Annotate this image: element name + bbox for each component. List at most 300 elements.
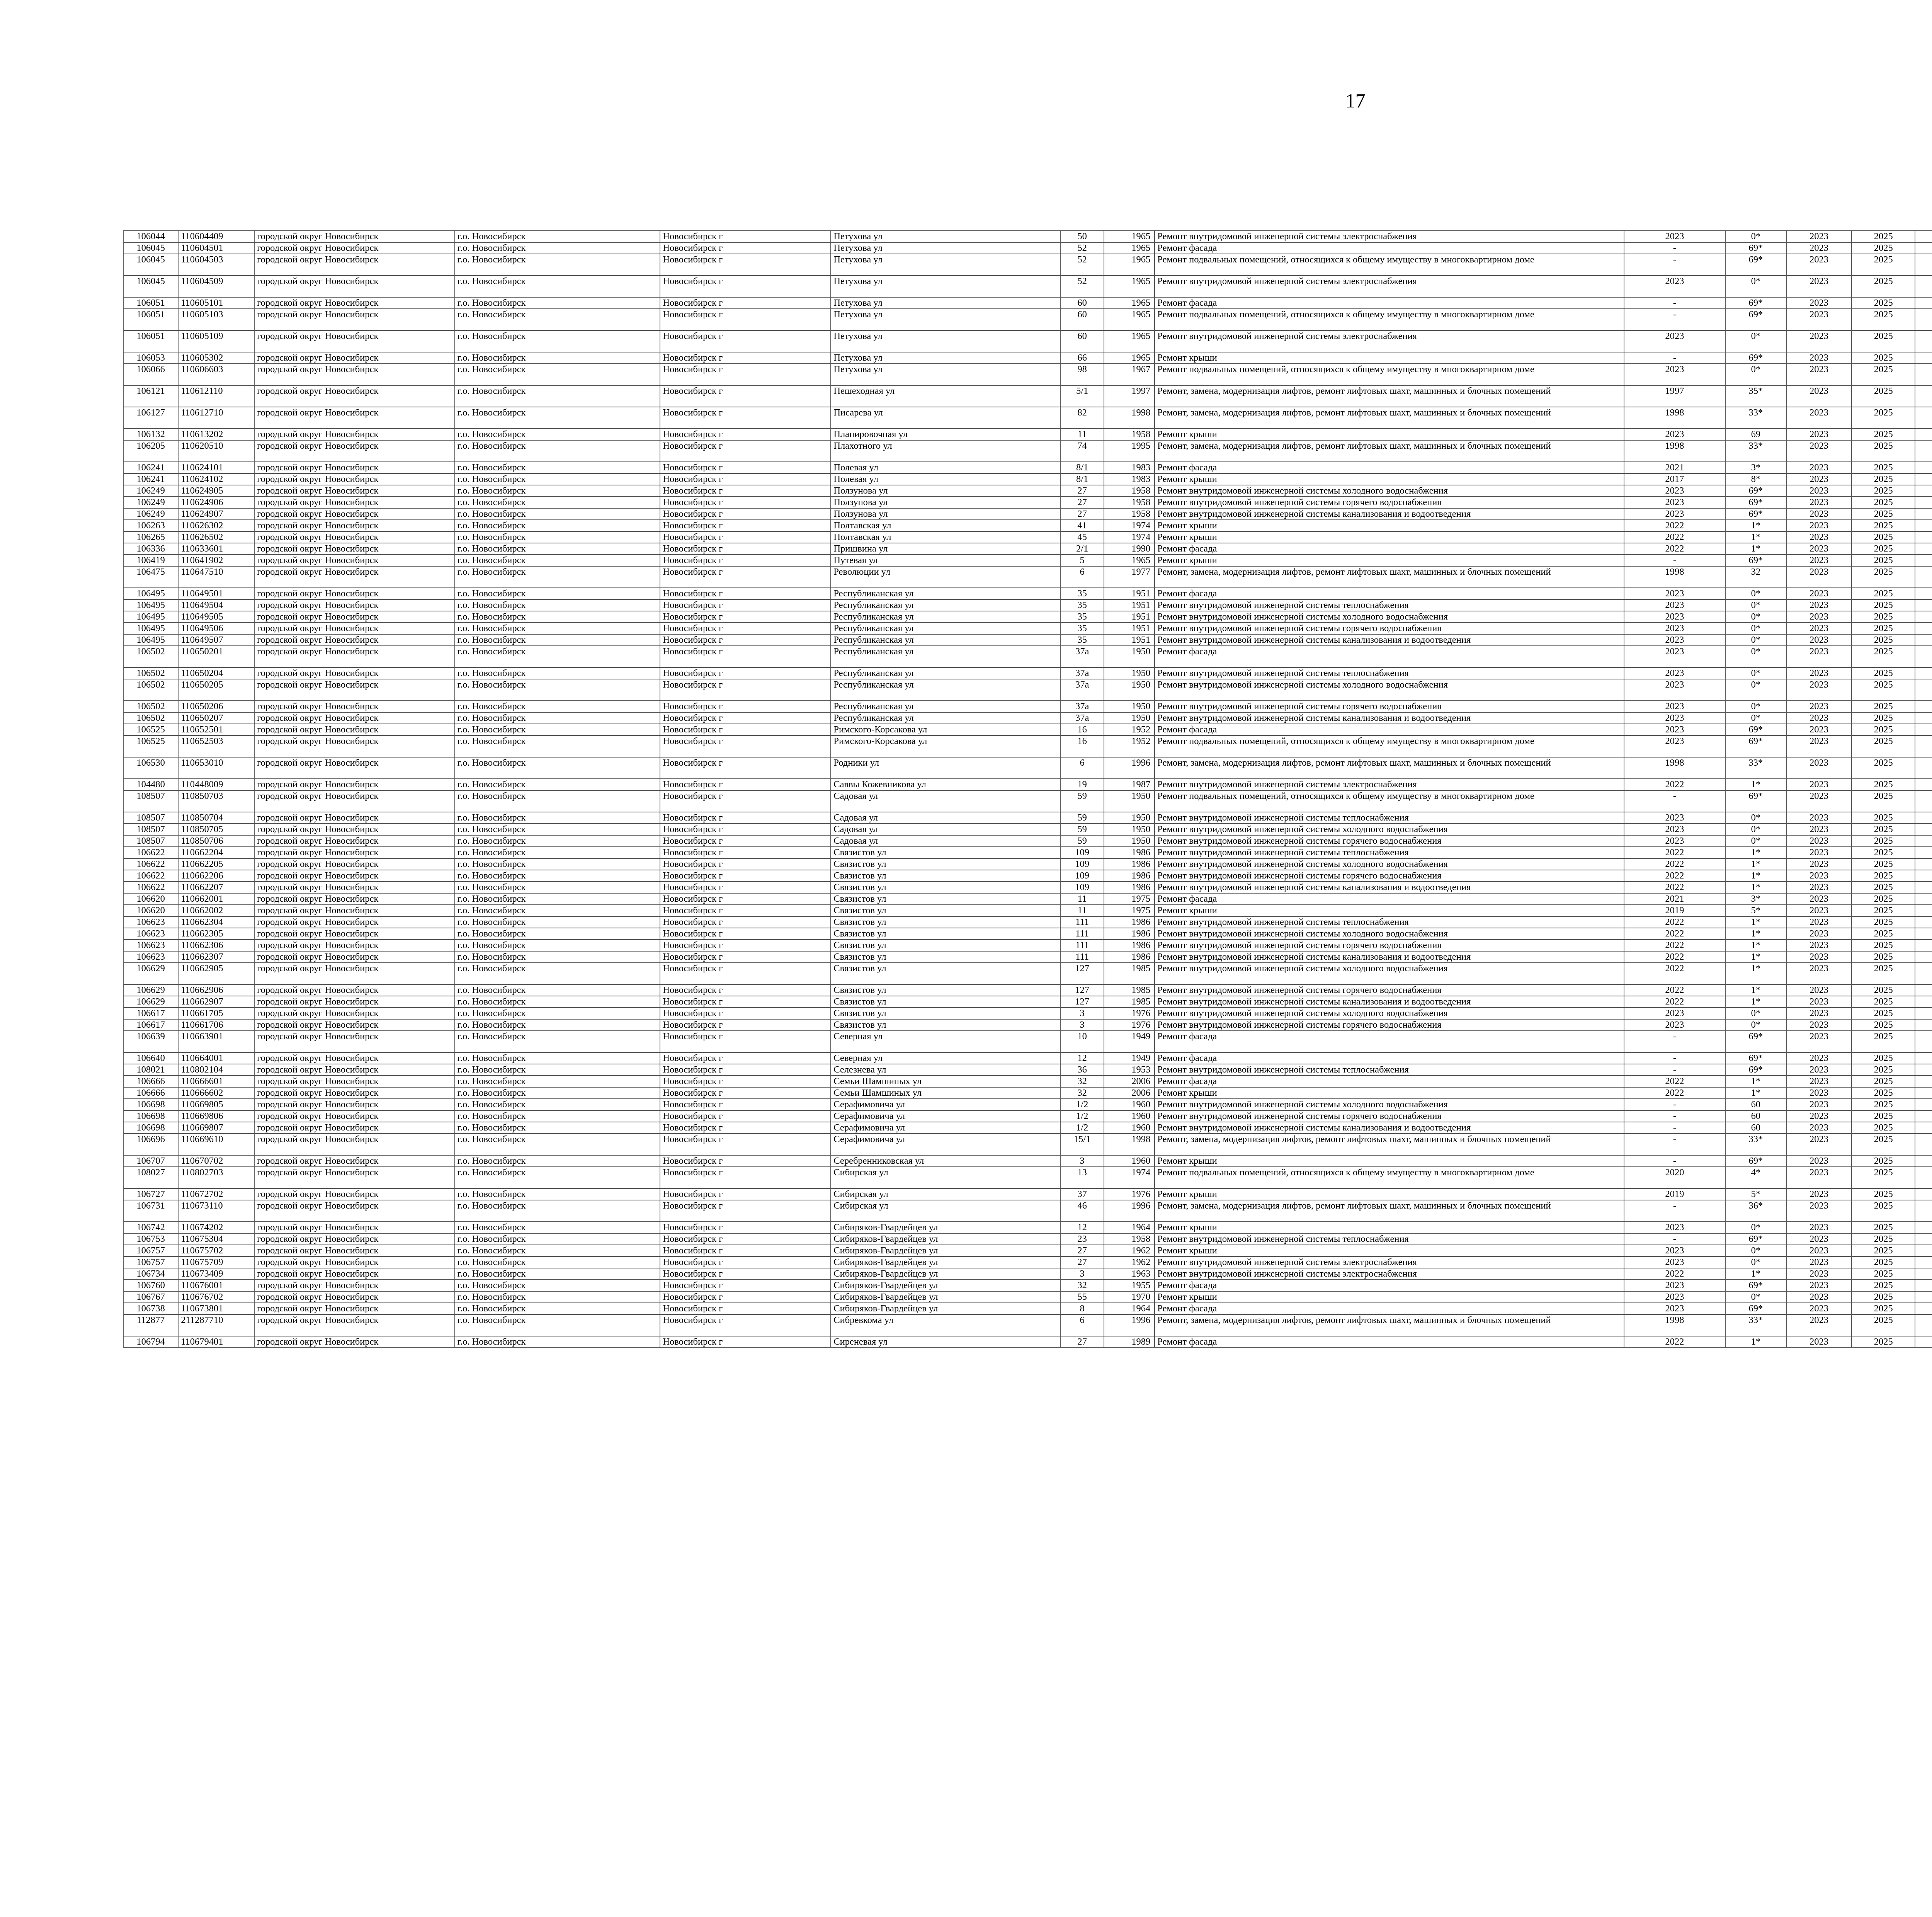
work-code: 110802703	[178, 1167, 254, 1188]
end-year: 2025	[1852, 858, 1915, 870]
record-id: 106623	[123, 916, 178, 928]
street-name: Связистов ул	[831, 858, 1060, 870]
city-name: Новосибирск г	[660, 824, 831, 835]
work-type: Ремонт внутридомовой инженерной системы теплоснабжения	[1155, 916, 1624, 928]
total-cost	[1915, 462, 1932, 473]
total-cost	[1915, 757, 1932, 779]
house-number: 109	[1060, 858, 1104, 870]
district-name: городской округ Новосибирск	[254, 757, 455, 779]
table-row	[123, 847, 1932, 858]
municipality-name: г.о. Новосибирск	[455, 429, 660, 440]
end-year: 2025	[1852, 1256, 1915, 1268]
table-row	[123, 508, 1932, 520]
municipality-name: г.о. Новосибирск	[455, 309, 660, 330]
total-cost	[1915, 1134, 1932, 1155]
work-code: 110674202	[178, 1222, 254, 1233]
district-name: городской округ Новосибирск	[254, 407, 455, 429]
work-type: Ремонт внутридомовой инженерной системы электроснабжения	[1155, 276, 1624, 297]
table-row	[123, 1233, 1932, 1245]
district-name: городской округ Новосибирск	[254, 429, 455, 440]
district-name: городской округ Новосибирск	[254, 508, 455, 520]
work-type: Ремонт подвальных помещений, относящихся к общему имуществу в многоквартирном доме	[1155, 364, 1624, 385]
house-number: 98	[1060, 364, 1104, 385]
start-year: 2023	[1786, 1314, 1852, 1336]
work-code: 110606603	[178, 364, 254, 385]
municipality-name: г.о. Новосибирск	[455, 757, 660, 779]
previous-repair-year: 2022	[1624, 543, 1726, 555]
build-year: 1976	[1104, 1019, 1155, 1031]
previous-repair-year: 2023	[1624, 646, 1726, 667]
municipality-name: г.о. Новосибирск	[455, 847, 660, 858]
wear-percent: 0*	[1725, 231, 1786, 242]
wear-percent: 69*	[1725, 555, 1786, 566]
start-year: 2023	[1786, 385, 1852, 407]
street-name: Сибирская ул	[831, 1188, 1060, 1200]
previous-repair-year: 2022	[1624, 1076, 1726, 1087]
table-row	[123, 1167, 1932, 1188]
municipality-name: г.о. Новосибирск	[455, 928, 660, 940]
work-type: Ремонт внутридомовой инженерной системы теплоснабжения	[1155, 1233, 1624, 1245]
table-row	[123, 893, 1932, 905]
wear-percent: 1*	[1725, 996, 1786, 1008]
street-name: Революции ул	[831, 566, 1060, 588]
city-name: Новосибирск г	[660, 1167, 831, 1188]
total-cost	[1915, 790, 1932, 812]
work-code: 110626502	[178, 531, 254, 543]
build-year: 1965	[1104, 352, 1155, 364]
previous-repair-year: 2023	[1624, 701, 1726, 712]
city-name: Новосибирск г	[660, 440, 831, 462]
table-row	[123, 385, 1932, 407]
municipality-name: г.о. Новосибирск	[455, 824, 660, 835]
total-cost	[1915, 364, 1932, 385]
district-name: городской округ Новосибирск	[254, 385, 455, 407]
total-cost	[1915, 1099, 1932, 1110]
start-year: 2023	[1786, 508, 1852, 520]
district-name: городской округ Новосибирск	[254, 634, 455, 646]
city-name: Новосибирск г	[660, 1303, 831, 1314]
end-year: 2025	[1852, 611, 1915, 623]
build-year: 1987	[1104, 779, 1155, 790]
build-year: 1983	[1104, 473, 1155, 485]
city-name: Новосибирск г	[660, 951, 831, 963]
wear-percent: 1*	[1725, 858, 1786, 870]
city-name: Новосибирск г	[660, 646, 831, 667]
street-name: Ползунова ул	[831, 508, 1060, 520]
end-year: 2025	[1852, 1052, 1915, 1064]
table-row	[123, 1099, 1932, 1110]
previous-repair-year: 2022	[1624, 858, 1726, 870]
total-cost	[1915, 385, 1932, 407]
work-type: Ремонт внутридомовой инженерной системы теплоснабжения	[1155, 812, 1624, 824]
work-code: 110650207	[178, 712, 254, 724]
record-id: 112877	[123, 1314, 178, 1336]
build-year: 1950	[1104, 790, 1155, 812]
build-year: 1965	[1104, 297, 1155, 309]
record-id: 106530	[123, 757, 178, 779]
start-year: 2023	[1786, 1031, 1852, 1052]
end-year: 2025	[1852, 905, 1915, 916]
city-name: Новосибирск г	[660, 1233, 831, 1245]
municipality-name: г.о. Новосибирск	[455, 835, 660, 847]
build-year: 1964	[1104, 1303, 1155, 1314]
house-number: 8/1	[1060, 473, 1104, 485]
start-year: 2023	[1786, 1291, 1852, 1303]
work-code: 110448009	[178, 779, 254, 790]
house-number: 35	[1060, 634, 1104, 646]
work-code: 110850705	[178, 824, 254, 835]
city-name: Новосибирск г	[660, 473, 831, 485]
municipality-name: г.о. Новосибирск	[455, 520, 660, 531]
work-code: 110662905	[178, 963, 254, 984]
total-cost	[1915, 543, 1932, 555]
work-code: 110662204	[178, 847, 254, 858]
work-code: 110662205	[178, 858, 254, 870]
build-year: 1951	[1104, 623, 1155, 634]
table-row	[123, 1336, 1932, 1348]
build-year: 1996	[1104, 1314, 1155, 1336]
house-number: 15/1	[1060, 1134, 1104, 1155]
district-name: городской округ Новосибирск	[254, 364, 455, 385]
start-year: 2023	[1786, 951, 1852, 963]
end-year: 2025	[1852, 835, 1915, 847]
build-year: 1949	[1104, 1052, 1155, 1064]
total-cost	[1915, 667, 1932, 679]
street-name: Ползунова ул	[831, 485, 1060, 497]
street-name: Ползунова ул	[831, 497, 1060, 508]
build-year: 1950	[1104, 812, 1155, 824]
wear-percent: 0*	[1725, 1222, 1786, 1233]
record-id: 106767	[123, 1291, 178, 1303]
start-year: 2023	[1786, 1222, 1852, 1233]
start-year: 2023	[1786, 646, 1852, 667]
start-year: 2023	[1786, 790, 1852, 812]
work-code: 110675304	[178, 1233, 254, 1245]
start-year: 2023	[1786, 1110, 1852, 1122]
city-name: Новосибирск г	[660, 623, 831, 634]
district-name: городской округ Новосибирск	[254, 1087, 455, 1099]
end-year: 2025	[1852, 462, 1915, 473]
page-number: 17	[1345, 90, 1366, 112]
work-type: Ремонт внутридомовой инженерной системы холодного водоснабжения	[1155, 1099, 1624, 1110]
start-year: 2023	[1786, 330, 1852, 352]
table-row	[123, 309, 1932, 330]
municipality-name: г.о. Новосибирск	[455, 555, 660, 566]
street-name: Петухова ул	[831, 231, 1060, 242]
work-type: Ремонт внутридомовой инженерной системы канализования и водоотведения	[1155, 1122, 1624, 1134]
street-name: Полевая ул	[831, 473, 1060, 485]
end-year: 2025	[1852, 1188, 1915, 1200]
start-year: 2023	[1786, 623, 1852, 634]
end-year: 2025	[1852, 1087, 1915, 1099]
work-code: 110612710	[178, 407, 254, 429]
house-number: 27	[1060, 497, 1104, 508]
city-name: Новосибирск г	[660, 429, 831, 440]
work-type: Ремонт внутридомовой инженерной системы теплоснабжения	[1155, 847, 1624, 858]
district-name: городской округ Новосибирск	[254, 1268, 455, 1280]
work-type: Ремонт, замена, модернизация лифтов, ремонт лифтовых шахт, машинных и блочных помещений	[1155, 1134, 1624, 1155]
end-year: 2025	[1852, 543, 1915, 555]
previous-repair-year: 2023	[1624, 824, 1726, 835]
municipality-name: г.о. Новосибирск	[455, 1280, 660, 1291]
house-number: 23	[1060, 1233, 1104, 1245]
municipality-name: г.о. Новосибирск	[455, 543, 660, 555]
district-name: городской округ Новосибирск	[254, 858, 455, 870]
build-year: 1967	[1104, 364, 1155, 385]
city-name: Новосибирск г	[660, 735, 831, 757]
street-name: Сибиряков-Гвардейцев ул	[831, 1256, 1060, 1268]
table-row	[123, 242, 1932, 254]
build-year: 1962	[1104, 1245, 1155, 1256]
start-year: 2023	[1786, 231, 1852, 242]
total-cost	[1915, 996, 1932, 1008]
table-row	[123, 916, 1932, 928]
work-code: 110672702	[178, 1188, 254, 1200]
city-name: Новосибирск г	[660, 1336, 831, 1348]
end-year: 2025	[1852, 520, 1915, 531]
street-name: Сибиряков-Гвардейцев ул	[831, 1233, 1060, 1245]
previous-repair-year: -	[1624, 1155, 1726, 1167]
previous-repair-year: 2022	[1624, 940, 1726, 951]
district-name: городской округ Новосибирск	[254, 646, 455, 667]
end-year: 2025	[1852, 588, 1915, 599]
house-number: 27	[1060, 508, 1104, 520]
city-name: Новосибирск г	[660, 1245, 831, 1256]
city-name: Новосибирск г	[660, 1122, 831, 1134]
record-id: 106666	[123, 1076, 178, 1087]
end-year: 2025	[1852, 870, 1915, 882]
build-year: 1975	[1104, 905, 1155, 916]
house-number: 1/2	[1060, 1110, 1104, 1122]
table-row	[123, 1122, 1932, 1134]
district-name: городской округ Новосибирск	[254, 916, 455, 928]
city-name: Новосибирск г	[660, 1291, 831, 1303]
record-id: 106495	[123, 634, 178, 646]
wear-percent: 69*	[1725, 735, 1786, 757]
street-name: Сибиряков-Гвардейцев ул	[831, 1280, 1060, 1291]
start-year: 2023	[1786, 1099, 1852, 1110]
start-year: 2023	[1786, 928, 1852, 940]
street-name: Петухова ул	[831, 364, 1060, 385]
street-name: Республиканская ул	[831, 623, 1060, 634]
previous-repair-year: 2023	[1624, 588, 1726, 599]
district-name: городской округ Новосибирск	[254, 701, 455, 712]
work-type: Ремонт внутридомовой инженерной системы холодного водоснабжения	[1155, 485, 1624, 497]
table-row	[123, 905, 1932, 916]
wear-percent: 33*	[1725, 407, 1786, 429]
street-name: Семьи Шамшиных ул	[831, 1076, 1060, 1087]
start-year: 2023	[1786, 984, 1852, 996]
wear-percent: 0*	[1725, 1008, 1786, 1019]
previous-repair-year: 2023	[1624, 1019, 1726, 1031]
previous-repair-year: 2022	[1624, 520, 1726, 531]
work-code: 110662001	[178, 893, 254, 905]
house-number: 19	[1060, 779, 1104, 790]
record-id: 106525	[123, 735, 178, 757]
house-number: 74	[1060, 440, 1104, 462]
work-type: Ремонт внутридомовой инженерной системы электроснабжения	[1155, 231, 1624, 242]
table-row	[123, 701, 1932, 712]
municipality-name: г.о. Новосибирск	[455, 407, 660, 429]
total-cost	[1915, 1314, 1932, 1336]
end-year: 2025	[1852, 996, 1915, 1008]
district-name: городской округ Новосибирск	[254, 779, 455, 790]
previous-repair-year: 2023	[1624, 276, 1726, 297]
street-name: Связистов ул	[831, 847, 1060, 858]
city-name: Новосибирск г	[660, 1188, 831, 1200]
wear-percent: 36*	[1725, 1200, 1786, 1222]
total-cost	[1915, 724, 1932, 735]
record-id: 106639	[123, 1031, 178, 1052]
city-name: Новосибирск г	[660, 485, 831, 497]
district-name: городской округ Новосибирск	[254, 1222, 455, 1233]
previous-repair-year: -	[1624, 1052, 1726, 1064]
district-name: городской округ Новосибирск	[254, 242, 455, 254]
total-cost	[1915, 1336, 1932, 1348]
end-year: 2025	[1852, 951, 1915, 963]
house-number: 36	[1060, 1064, 1104, 1076]
start-year: 2023	[1786, 254, 1852, 276]
house-number: 60	[1060, 330, 1104, 352]
end-year: 2025	[1852, 1110, 1915, 1122]
table-row	[123, 712, 1932, 724]
district-name: городской округ Новосибирск	[254, 1256, 455, 1268]
previous-repair-year: 2022	[1624, 984, 1726, 996]
table-row	[123, 231, 1932, 242]
work-code: 110641902	[178, 555, 254, 566]
house-number: 13	[1060, 1167, 1104, 1188]
work-code: 110661706	[178, 1019, 254, 1031]
work-type: Ремонт фасада	[1155, 724, 1624, 735]
end-year: 2025	[1852, 1064, 1915, 1076]
city-name: Новосибирск г	[660, 812, 831, 824]
work-type: Ремонт фасада	[1155, 543, 1624, 555]
work-code: 110652503	[178, 735, 254, 757]
street-name: Саввы Кожевникова ул	[831, 779, 1060, 790]
end-year: 2025	[1852, 882, 1915, 893]
build-year: 1986	[1104, 882, 1155, 893]
build-year: 1950	[1104, 712, 1155, 724]
city-name: Новосибирск г	[660, 1155, 831, 1167]
city-name: Новосибирск г	[660, 555, 831, 566]
build-year: 1960	[1104, 1155, 1155, 1167]
record-id: 106617	[123, 1008, 178, 1019]
start-year: 2023	[1786, 473, 1852, 485]
total-cost	[1915, 712, 1932, 724]
previous-repair-year: 2022	[1624, 928, 1726, 940]
end-year: 2025	[1852, 940, 1915, 951]
work-type: Ремонт, замена, модернизация лифтов, ремонт лифтовых шахт, машинных и блочных помещений	[1155, 566, 1624, 588]
table-row	[123, 429, 1932, 440]
end-year: 2025	[1852, 276, 1915, 297]
record-id: 106623	[123, 951, 178, 963]
city-name: Новосибирск г	[660, 508, 831, 520]
work-type: Ремонт крыши	[1155, 520, 1624, 531]
wear-percent: 1*	[1725, 984, 1786, 996]
work-code: 110649501	[178, 588, 254, 599]
build-year: 1975	[1104, 893, 1155, 905]
record-id: 106696	[123, 1134, 178, 1155]
total-cost	[1915, 242, 1932, 254]
build-year: 1958	[1104, 485, 1155, 497]
wear-percent: 0*	[1725, 679, 1786, 701]
build-year: 1950	[1104, 679, 1155, 701]
municipality-name: г.о. Новосибирск	[455, 1031, 660, 1052]
work-type: Ремонт фасада	[1155, 297, 1624, 309]
work-code: 110676001	[178, 1280, 254, 1291]
municipality-name: г.о. Новосибирск	[455, 646, 660, 667]
municipality-name: г.о. Новосибирск	[455, 858, 660, 870]
street-name: Серебренниковская ул	[831, 1155, 1060, 1167]
end-year: 2025	[1852, 508, 1915, 520]
previous-repair-year: -	[1624, 1031, 1726, 1052]
district-name: городской округ Новосибирск	[254, 330, 455, 352]
previous-repair-year: 2023	[1624, 599, 1726, 611]
table-row	[123, 254, 1932, 276]
street-name: Пришвина ул	[831, 543, 1060, 555]
wear-percent: 0*	[1725, 588, 1786, 599]
previous-repair-year: 2023	[1624, 485, 1726, 497]
city-name: Новосибирск г	[660, 701, 831, 712]
municipality-name: г.о. Новосибирск	[455, 440, 660, 462]
start-year: 2023	[1786, 701, 1852, 712]
start-year: 2023	[1786, 566, 1852, 588]
street-name: Республиканская ул	[831, 679, 1060, 701]
district-name: городской округ Новосибирск	[254, 473, 455, 485]
house-number: 11	[1060, 905, 1104, 916]
build-year: 1950	[1104, 824, 1155, 835]
end-year: 2025	[1852, 254, 1915, 276]
district-name: городской округ Новосибирск	[254, 790, 455, 812]
build-year: 1952	[1104, 724, 1155, 735]
build-year: 1965	[1104, 330, 1155, 352]
total-cost	[1915, 352, 1932, 364]
district-name: городской округ Новосибирск	[254, 928, 455, 940]
street-name: Планировочная ул	[831, 429, 1060, 440]
wear-percent: 1*	[1725, 928, 1786, 940]
previous-repair-year: 2022	[1624, 1268, 1726, 1280]
table-row	[123, 1019, 1932, 1031]
street-name: Связистов ул	[831, 996, 1060, 1008]
total-cost	[1915, 566, 1932, 588]
build-year: 1962	[1104, 1256, 1155, 1268]
end-year: 2025	[1852, 385, 1915, 407]
end-year: 2025	[1852, 242, 1915, 254]
total-cost	[1915, 1303, 1932, 1314]
city-name: Новосибирск г	[660, 724, 831, 735]
municipality-name: г.о. Новосибирск	[455, 242, 660, 254]
district-name: городской округ Новосибирск	[254, 905, 455, 916]
table-row	[123, 276, 1932, 297]
end-year: 2025	[1852, 531, 1915, 543]
work-code: 110662206	[178, 870, 254, 882]
street-name: Связистов ул	[831, 963, 1060, 984]
start-year: 2023	[1786, 940, 1852, 951]
work-code: 110649504	[178, 599, 254, 611]
total-cost	[1915, 497, 1932, 508]
record-id: 106502	[123, 701, 178, 712]
house-number: 16	[1060, 724, 1104, 735]
work-code: 110669805	[178, 1099, 254, 1110]
house-number: 27	[1060, 1336, 1104, 1348]
wear-percent: 0*	[1725, 364, 1786, 385]
start-year: 2023	[1786, 407, 1852, 429]
build-year: 1958	[1104, 1233, 1155, 1245]
record-id: 106044	[123, 231, 178, 242]
build-year: 1951	[1104, 634, 1155, 646]
municipality-name: г.о. Новосибирск	[455, 1245, 660, 1256]
start-year: 2023	[1786, 611, 1852, 623]
